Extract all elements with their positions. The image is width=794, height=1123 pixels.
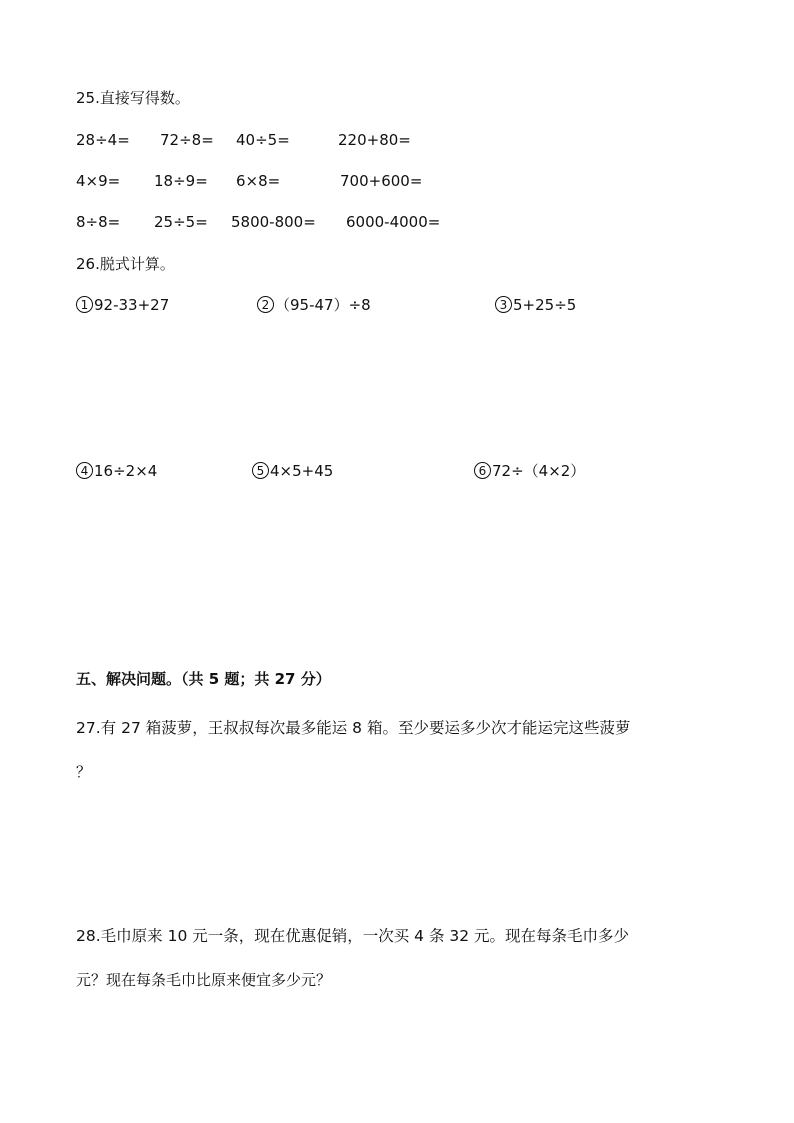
circled-number: 2 [257, 296, 274, 313]
q26-item-1 [76, 295, 169, 315]
circled-number: 5 [252, 462, 269, 479]
q25-item: 6000-4000= [346, 213, 441, 231]
q25-item: 18÷9= [154, 172, 208, 190]
q25-item: 28÷4= [76, 131, 130, 149]
q25-item: 40÷5= [236, 131, 290, 149]
circled-number: 1 [76, 296, 93, 313]
q25-item: 5800-800= [231, 213, 316, 231]
circled-number: 6 [474, 462, 491, 479]
q26-item-6 [474, 461, 585, 481]
q28-text-line-1: 28.毛巾原来 10 元一条，现在优惠促销，一次买 4 条 32 元。现在每条毛巾多少 [76, 927, 630, 945]
q25-item: 220+80= [338, 131, 411, 149]
q26-item-5 [252, 461, 333, 481]
q25-item: 6×8= [236, 172, 281, 190]
q26-expression: 16÷2×4 [94, 462, 158, 480]
section-heading: 五、解决问题。（共 5 题；共 27 分） [76, 670, 331, 688]
q27-text-line-2: ？ [76, 763, 92, 781]
q25-item: 4×9= [76, 172, 121, 190]
q27-text-line-1: 27.有 27 箱菠萝，王叔叔每次最多能运 8 箱。至少要运多少次才能运完这些菠萝 [76, 719, 631, 737]
q26-expression: 4×5+45 [270, 462, 334, 480]
q28-text-line-2: 元？现在每条毛巾比原来便宜多少元？ [76, 971, 332, 989]
q26-expression: 92-33+27 [94, 296, 170, 314]
q26-item-4 [76, 461, 157, 481]
q25-item: 8÷8= [76, 213, 121, 231]
q25-title: 25.直接写得数。 [76, 89, 190, 107]
q26-expression: （95-47）÷8 [275, 296, 371, 314]
q25-item: 72÷8= [160, 131, 214, 149]
q26-item-2 [257, 295, 371, 315]
q26-title: 26.脱式计算。 [76, 255, 175, 273]
circled-number: 3 [495, 296, 512, 313]
q26-item-3 [495, 295, 576, 315]
circled-number: 4 [76, 462, 93, 479]
q26-expression: 72÷（4×2） [492, 462, 586, 480]
q25-item: 700+600= [340, 172, 423, 190]
q26-expression: 5+25÷5 [513, 296, 577, 314]
q25-item: 25÷5= [154, 213, 208, 231]
